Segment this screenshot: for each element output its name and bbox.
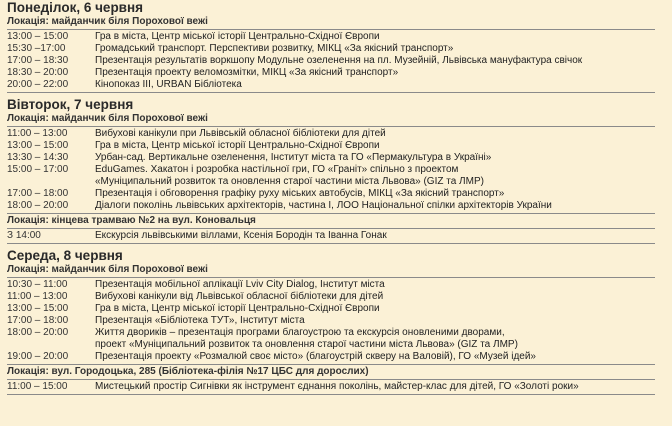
event-description bbox=[95, 291, 383, 303]
event-description-line: Гра в міста, Центр міської історії Центрально-Східної Європи bbox=[95, 31, 380, 42]
event-description bbox=[95, 140, 380, 152]
event-row bbox=[7, 188, 672, 200]
event-description-line: Екскурсія львівськими віллами, Ксенія Бородін та Іванна Гонак bbox=[95, 230, 387, 241]
location-heading: Локація: вул. Городоцька, 285 (Бібліотека-філія №17 ЦБС для дорослих) bbox=[7, 366, 369, 377]
event-time: 18:00 – 20:00 bbox=[7, 327, 69, 338]
event-row bbox=[7, 230, 672, 242]
location-block bbox=[7, 16, 672, 93]
divider bbox=[7, 92, 655, 93]
event-time: 10:30 – 11:00 bbox=[7, 279, 68, 290]
event-description-line: EduGames. Хакатон і розробка настільної гри, ГО «Граніт» спільно з проектом bbox=[95, 164, 459, 175]
event-description-line: Громадський транспорт. Перспективи розвитку, МІКЦ «За якісний транспорт» bbox=[95, 43, 454, 54]
day-section bbox=[7, 97, 672, 248]
event-row bbox=[7, 315, 672, 327]
event-description bbox=[95, 55, 582, 67]
event-description-line: Життя двориків – презентація програми благоустрою та екскурсія оновленими дворами, bbox=[95, 327, 505, 338]
event-description bbox=[95, 152, 491, 164]
event-row bbox=[7, 55, 672, 67]
event-time: 15:00 – 17:00 bbox=[7, 164, 69, 175]
event-description-line: Урбан-сад. Вертикальне озеленення, Інститут міста та ГО «Пермакультура в Україні» bbox=[95, 152, 492, 163]
event-row bbox=[7, 327, 672, 351]
event-row bbox=[7, 200, 672, 212]
event-time: 13:00 – 15:00 bbox=[7, 31, 69, 42]
event-time: 18:30 – 20:00 bbox=[7, 67, 69, 78]
event-row bbox=[7, 303, 672, 315]
event-description-line: Презентація мобільної аплікації Lviv City Dialog, Інститут міста bbox=[95, 279, 385, 290]
event-description-line: Гра в міста, Центр міської історії Центрально-Східної Європи bbox=[95, 140, 380, 151]
event-row bbox=[7, 164, 672, 188]
location-heading: Локація: кінцева трамваю №2 на вул. Коновальця bbox=[7, 215, 256, 226]
event-description-line: «Муніципальний розвиток та оновлення старої частини міста Львова» (GIZ та ЛМР) bbox=[95, 176, 484, 187]
event-row bbox=[7, 351, 672, 363]
event-time: 11:00 – 15:00 bbox=[7, 381, 68, 392]
event-description bbox=[95, 279, 385, 291]
location-heading: Локація: майданчик біля Порохової вежі bbox=[7, 16, 208, 27]
event-description bbox=[95, 315, 305, 327]
event-description bbox=[95, 79, 242, 91]
event-description bbox=[95, 381, 579, 393]
divider bbox=[7, 29, 655, 30]
day-title: Середа, 8 червня bbox=[7, 248, 123, 263]
day-section bbox=[7, 0, 672, 97]
event-description-line: Вибухові канікули при Львівській обласної бібліотеки для дітей bbox=[95, 128, 386, 139]
event-description-line: Презентація «Бібліотека ТУТ», Інститут міста bbox=[95, 315, 305, 326]
day-section bbox=[7, 248, 672, 395]
event-description-line: Презентація і обговорення графіку руху міських автобусів, МІКЦ «За якісний транспорт» bbox=[95, 188, 505, 199]
location-block bbox=[7, 215, 672, 244]
event-row bbox=[7, 140, 672, 152]
event-time: 13:00 – 15:00 bbox=[7, 303, 69, 314]
event-description bbox=[95, 327, 518, 351]
event-description-line: Діалоги поколінь львівських архітекторів, частина І, ЛОО Національної спілки архітекторів України bbox=[95, 200, 552, 211]
event-description-line: Презентація проекту «Розмалюй своє місто» (благоустрій скверу на Валовій), ГО «Музей ідей» bbox=[95, 351, 536, 362]
event-description bbox=[95, 67, 398, 79]
event-description bbox=[95, 303, 380, 315]
event-time: 17:00 – 18:00 bbox=[7, 188, 69, 199]
divider bbox=[7, 126, 655, 127]
event-row bbox=[7, 43, 672, 55]
day-title: Понеділок, 6 червня bbox=[7, 0, 144, 15]
event-description-line: проект «Муніципальний розвиток та оновлення старої частини міста Львова» (GIZ та ЛМР) bbox=[95, 339, 518, 350]
event-time: 11:00 – 13:00 bbox=[7, 291, 68, 302]
event-description bbox=[95, 43, 453, 55]
event-row bbox=[7, 31, 672, 43]
divider bbox=[7, 364, 655, 365]
event-description bbox=[95, 31, 380, 43]
event-description bbox=[95, 188, 504, 200]
event-time: 18:00 – 20:00 bbox=[7, 200, 69, 211]
event-row bbox=[7, 152, 672, 164]
event-time: 20:00 – 22:00 bbox=[7, 79, 69, 90]
event-time: 17:00 – 18:00 bbox=[7, 315, 69, 326]
event-description-line: Гра в міста, Центр міської історії Центрально-Східної Європи bbox=[95, 303, 380, 314]
location-heading: Локація: майданчик біля Порохової вежі bbox=[7, 264, 208, 275]
event-description bbox=[95, 230, 387, 242]
event-description bbox=[95, 200, 552, 212]
location-block bbox=[7, 264, 672, 365]
divider bbox=[7, 277, 655, 278]
event-description bbox=[95, 128, 386, 140]
event-row bbox=[7, 128, 672, 140]
divider bbox=[7, 243, 655, 244]
event-time: 13:30 – 14:30 bbox=[7, 152, 69, 163]
event-row bbox=[7, 67, 672, 79]
location-heading: Локація: майданчик біля Порохової вежі bbox=[7, 113, 208, 124]
event-row bbox=[7, 79, 672, 91]
event-time: 19:00 – 20:00 bbox=[7, 351, 69, 362]
event-description-line: Презентація результатів воркшопу Модульне озеленення на пл. Музейній, Львівська мануфактура свічок bbox=[95, 55, 583, 66]
event-description-line: Вибухові канікули від Львівської обласної бібліотеки для дітей bbox=[95, 291, 384, 302]
event-time: 17:00 – 18:30 bbox=[7, 55, 69, 66]
divider bbox=[7, 228, 655, 229]
event-description-line: Презентація проекту веломозмітки, МІКЦ «За якісний транспорт» bbox=[95, 67, 399, 78]
event-time: 11:00 – 13:00 bbox=[7, 128, 68, 139]
divider bbox=[7, 379, 655, 380]
event-row bbox=[7, 291, 672, 303]
day-title: Вівторок, 7 червня bbox=[7, 97, 134, 112]
event-description bbox=[95, 351, 536, 363]
event-time: 13:00 – 15:00 bbox=[7, 140, 69, 151]
event-row bbox=[7, 279, 672, 291]
event-description bbox=[95, 164, 484, 188]
event-row bbox=[7, 381, 672, 393]
divider bbox=[7, 213, 655, 214]
event-description-line: Кінопоказ ІІІ, URBAN Бібліотека bbox=[95, 79, 242, 90]
event-description-line: Мистецький простір Сигнівки як інструмент єднання поколінь, майстер-клас для дітей, ГО «Золоті роки» bbox=[95, 381, 579, 392]
event-time: 15:30 –17:00 bbox=[7, 43, 66, 54]
event-time: З 14:00 bbox=[7, 230, 41, 241]
location-block bbox=[7, 366, 672, 395]
location-block bbox=[7, 113, 672, 214]
divider bbox=[7, 394, 655, 395]
